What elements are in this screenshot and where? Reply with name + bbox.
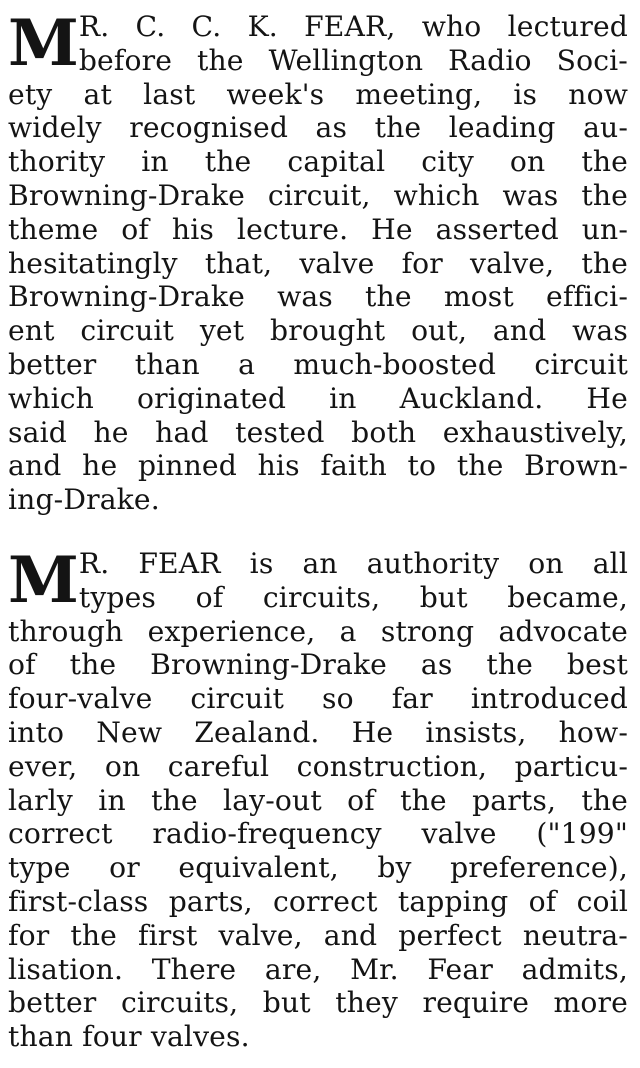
text-line: better circuits, but they require more xyxy=(8,986,628,1020)
text-line: through experience, a strong advocate xyxy=(8,614,628,648)
text-line: ety at last week's meeting, is now xyxy=(8,77,628,111)
text-line: for the first valve, and perfect neutra- xyxy=(8,918,628,952)
text-line: better than a much-boosted circuit xyxy=(8,347,628,381)
text-line: Browning-Drake was the most effici- xyxy=(8,280,628,314)
text-line: than four valves. xyxy=(8,1020,250,1054)
paragraph-1 xyxy=(8,6,628,517)
text-line: types of circuits, but became, xyxy=(78,580,628,614)
text-line: Browning-Drake circuit, which was the xyxy=(8,178,628,212)
text-line: which originated in Auckland. He xyxy=(8,381,628,415)
text-line: thority in the capital city on the xyxy=(8,145,628,179)
drop-cap: M xyxy=(8,542,77,618)
text-line: before the Wellington Radio Soci- xyxy=(78,43,628,77)
text-line: correct radio-frequency valve ("199" xyxy=(8,817,628,851)
text-line: and he pinned his faith to the Brown- xyxy=(8,449,628,483)
text-line: four-valve circuit so far introduced xyxy=(8,682,628,716)
text-line: of the Browning-Drake as the best xyxy=(8,648,628,682)
text-line: lisation. There are, Mr. Fear admits, xyxy=(8,952,628,986)
text-line: into New Zealand. He insists, how- xyxy=(8,715,628,749)
text-line: larly in the lay-out of the parts, the xyxy=(8,783,628,817)
text-line: R. FEAR is an authority on all xyxy=(78,546,628,580)
text-line: widely recognised as the leading au- xyxy=(8,111,628,145)
text-line: R. C. C. K. FEAR, who lectured xyxy=(78,10,628,43)
text-line: first-class parts, correct tapping of coil xyxy=(8,884,628,918)
article-column xyxy=(8,6,628,1054)
text-line: type or equivalent, by preference), xyxy=(8,851,628,885)
drop-cap: M xyxy=(8,6,77,81)
text-line: said he had tested both exhaustively, xyxy=(8,415,628,449)
text-line: ing-Drake. xyxy=(8,483,160,517)
text-line: theme of his lecture. He asserted un- xyxy=(8,212,628,246)
text-line: hesitatingly that, valve for valve, the xyxy=(8,246,628,280)
paragraph-2 xyxy=(8,542,628,1054)
text-line: ever, on careful construction, particu- xyxy=(8,749,628,783)
text-line: ent circuit yet brought out, and was xyxy=(8,314,628,348)
